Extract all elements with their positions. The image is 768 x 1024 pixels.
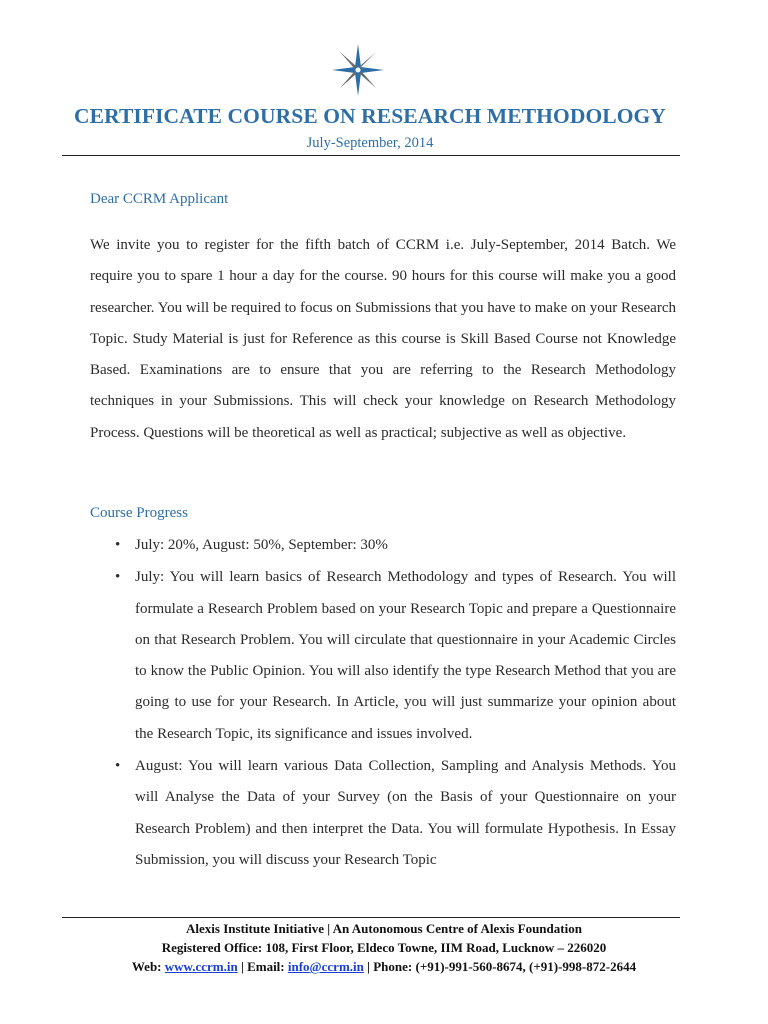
page-subtitle: July-September, 2014 <box>306 135 434 151</box>
footer-organization: Alexis Institute Initiative | An Autonomous Centre of Alexis Foundation <box>186 921 582 936</box>
email-link[interactable]: info@ccrm.in <box>287 959 364 974</box>
greeting-heading: Dear CCRM Applicant <box>90 191 229 207</box>
website-link[interactable]: www.ccrm.in <box>164 959 238 974</box>
page-title: CERTIFICATE COURSE ON RESEARCH METHODOLOGY <box>74 104 666 128</box>
list-item <box>90 751 676 876</box>
email-label: | Email: <box>237 959 288 974</box>
list-item-text: July: 20%, August: 50%, September: 30% <box>135 537 388 553</box>
phone-text: | Phone: (+91)-991-560-8674, (+91)-998-872-2644 <box>363 959 637 974</box>
bullet-icon: • <box>115 569 121 586</box>
bullet-icon: • <box>115 537 121 553</box>
course-progress-heading: Course Progress <box>90 505 188 521</box>
intro-paragraph: We invite you to register for the fifth batch of CCRM i.e. July-September, 2014 Batch. We require you to spare 1 hour a day for the course. 90 hours for this course will make you a good researcher. You will be required to focus on Submissions that you have to make on your Research Topic. Study Material is just for Reference as this course is Skill Based Course not Knowledge Based. Examinations are to ensure that you are referring to the Research Methodology techniques in your Submissions. This will check your knowledge on Research Methodology Process. Questions will be theoretical as well as practical; subjective as well as objective. <box>90 237 676 441</box>
list-item-text: August: You will learn various Data Collection, Sampling and Analysis Methods. You will Analyse the Data of your Survey (on the Basis of your Questionnaire on your Research Problem) and then interpret the Data. You will formulate Hypothesis. In Essay Submission, you will discuss your Research Topic <box>135 758 676 868</box>
footer-address: Registered Office: 108, First Floor, Eldeco Towne, IIM Road, Lucknow – 226020 <box>161 940 607 955</box>
header-divider <box>62 155 680 156</box>
list-item <box>90 530 676 561</box>
list-item-text: July: You will learn basics of Research Methodology and types of Research. You will formulate a Research Problem based on your Research Topic and prepare a Questionnaire on that Research Problem. You will circulate that questionnaire in your Academic Circles to know the Public Opinion. You will also identify the type Research Method that you are going to use for your Research. In Article, you will just summarize your opinion about the Research Topic, its significance and issues involved. <box>135 569 676 742</box>
footer-contact <box>0 959 768 975</box>
course-progress-list <box>90 530 676 877</box>
bullet-icon: • <box>115 758 121 775</box>
compass-logo-icon <box>330 42 386 98</box>
list-item <box>90 562 676 750</box>
web-label: Web: <box>131 959 165 974</box>
footer-divider <box>62 917 680 918</box>
